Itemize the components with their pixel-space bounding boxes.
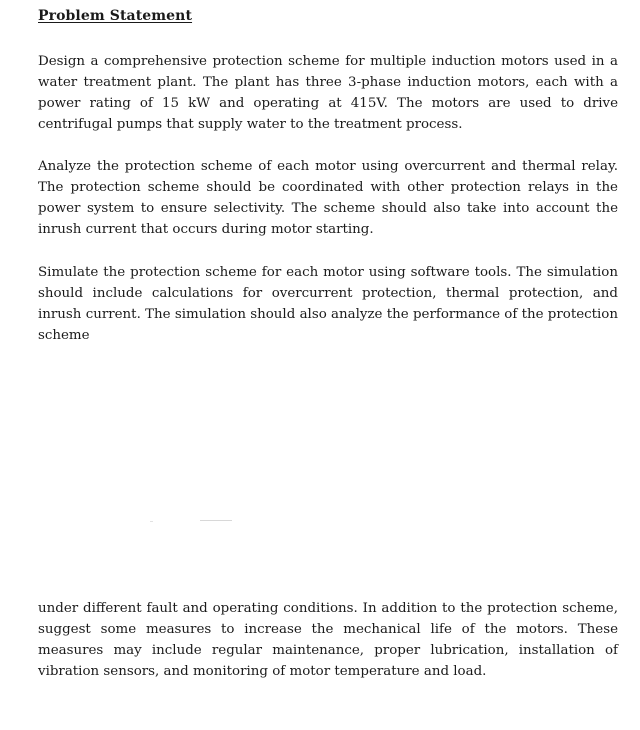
paragraph-continuation: under different fault and operating conditions. In addition to the protection scheme, suggest some measures to increase the mechanical life of the motors. These measures may include regular maintenance, proper lubrication, installation of vibration sensors, and monitoring of motor temperature and load.	[38, 601, 618, 679]
scan-artifact-line	[200, 520, 232, 521]
scan-artifact-dot	[150, 521, 153, 522]
paragraph-simulate: Simulate the protection scheme for each motor using software tools. The simulation should include calculations for overcurrent protection, thermal protection, and inrush current. The simulation should also analyze the performance of the protection scheme	[38, 265, 618, 343]
paragraph-analyze: Analyze the protection scheme of each motor using overcurrent and thermal relay. The protection scheme should be coordinated with other protection relays in the power system to ensure selectivity. The scheme should also take into account the inrush current that occurs during motor starting.	[38, 159, 618, 237]
problem-statement-heading: Problem Statement	[38, 8, 193, 24]
paragraph-design: Design a comprehensive protection scheme for multiple induction motors used in a water treatment plant. The plant has three 3-phase induction motors, each with a power rating of 15 kW and operating at 415V. The motors are used to drive centrifugal pumps that supply water to the treatment process.	[38, 54, 618, 132]
